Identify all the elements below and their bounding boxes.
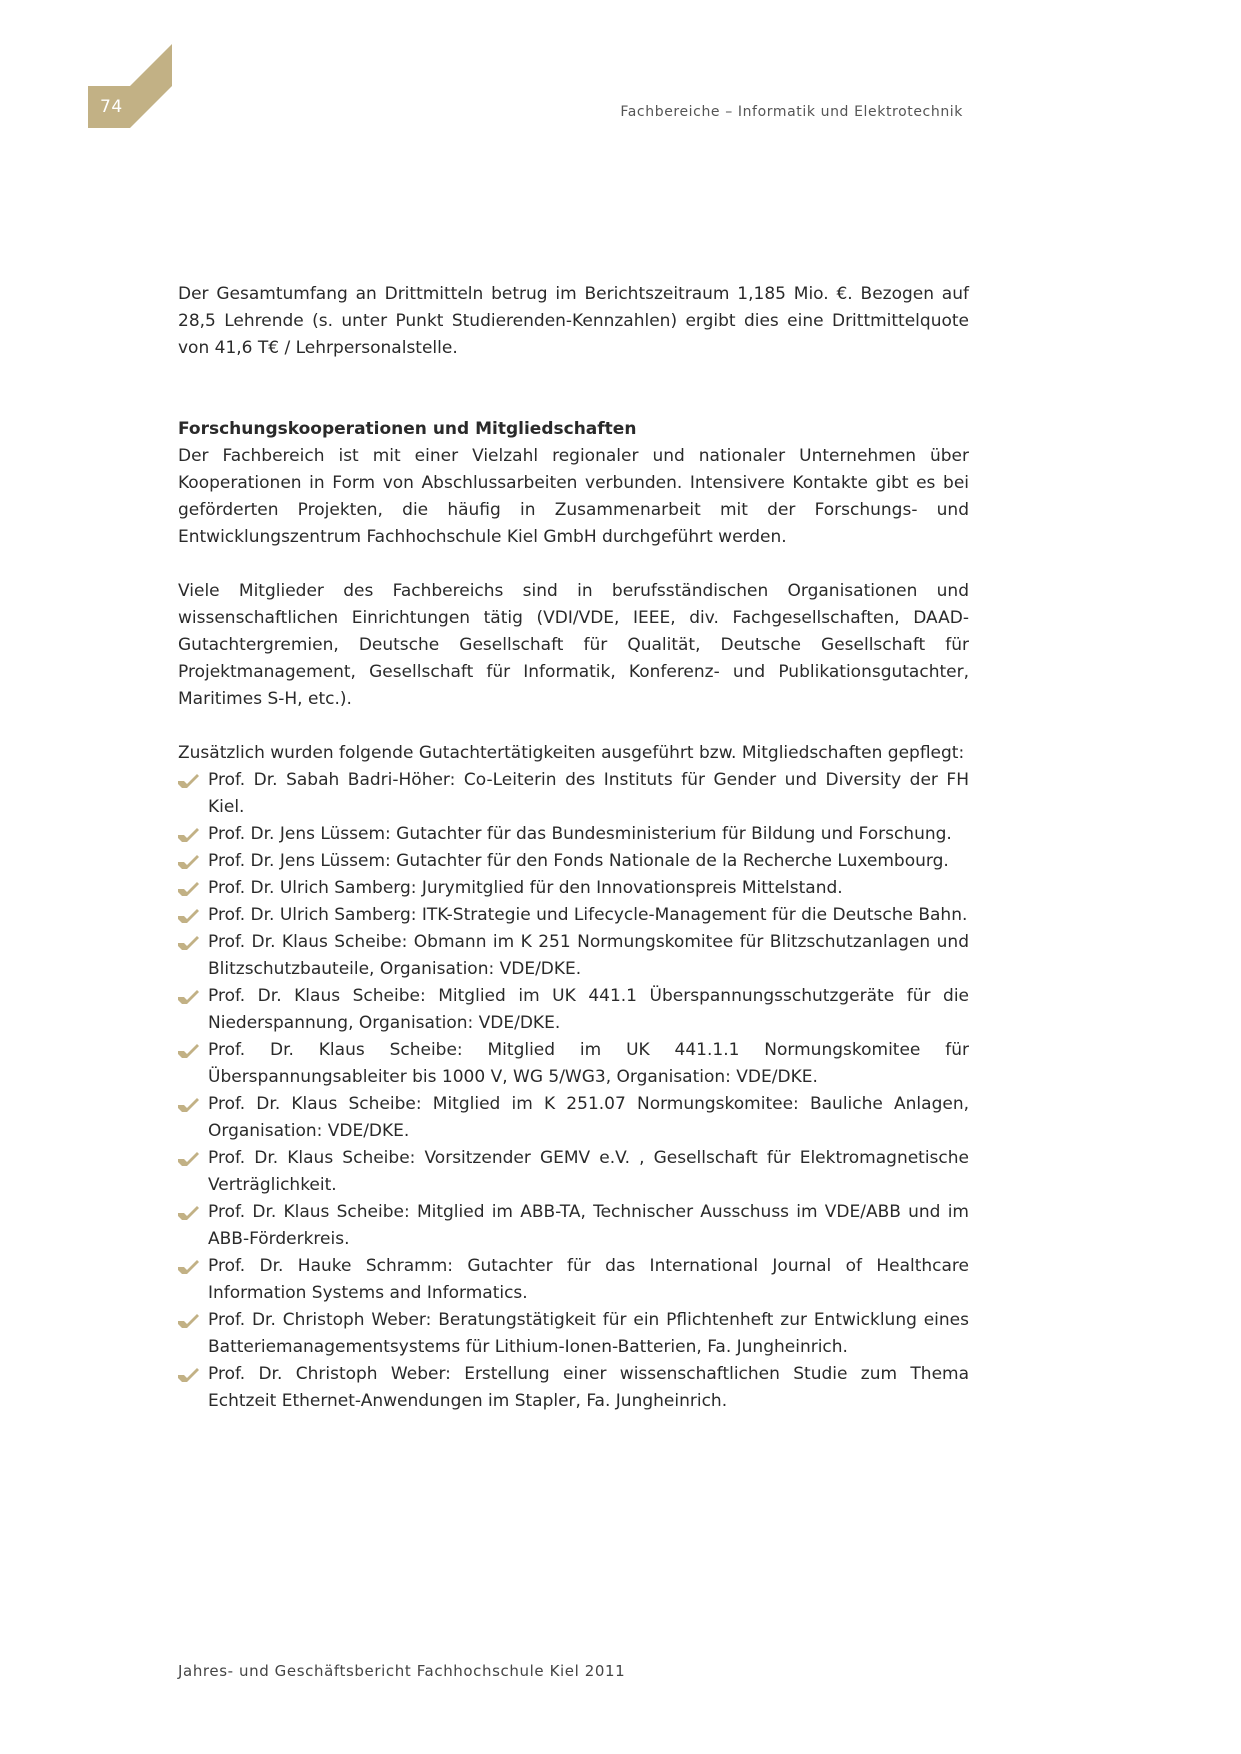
list-item	[178, 1199, 969, 1253]
checkmark-icon	[178, 1205, 199, 1220]
checkmark-icon	[178, 827, 199, 842]
section-heading: Forschungskooperationen und Mitgliedschaften	[178, 419, 637, 439]
list-item	[178, 929, 969, 983]
checkmark-icon	[178, 1313, 199, 1328]
checkmark-icon	[178, 773, 199, 788]
list-item-text: Prof. Dr. Jens Lüssem: Gutachter für das Bundesministerium für Bildung und Forschung.	[208, 824, 952, 844]
list-item	[178, 1145, 969, 1199]
checkmark-icon	[178, 935, 199, 950]
list-item	[178, 821, 969, 848]
list-item	[178, 848, 969, 875]
checkmark-icon	[178, 1367, 199, 1382]
list-item	[178, 1037, 969, 1091]
checkmark-icon	[178, 989, 199, 1004]
checkmark-icon	[178, 1043, 199, 1058]
list-item-text: Prof. Dr. Klaus Scheibe: Mitglied im ABB-TA, Technischer Ausschuss im VDE/ABB und im ABB-Förderkreis.	[208, 1202, 969, 1249]
list-item-text: Prof. Dr. Klaus Scheibe: Obmann im K 251 Normungskomitee für Blitzschutzanlagen und Blitzschutzbauteile, Organisation: VDE/DKE.	[208, 932, 969, 979]
list-item-text: Prof. Dr. Christoph Weber: Erstellung einer wissenschaftlichen Studie zum Thema Echtzeit Ethernet-Anwendungen im Stapler, Fa. Jungheinrich.	[208, 1364, 969, 1411]
list-item	[178, 902, 969, 929]
list-item	[178, 1307, 969, 1361]
list-item	[178, 1091, 969, 1145]
list-item-text: Prof. Dr. Jens Lüssem: Gutachter für den Fonds Nationale de la Recherche Luxembourg.	[208, 851, 949, 871]
list-item-text: Prof. Dr. Klaus Scheibe: Vorsitzender GEMV e.V. , Gesellschaft für Elektromagnetische Verträglichkeit.	[208, 1148, 969, 1195]
list-item	[178, 983, 969, 1037]
section-paragraph-1: Der Fachbereich ist mit einer Vielzahl regionaler und nationaler Unternehmen über Kooperationen in Form von Abschlussarbeiten verbunden. Intensivere Kontakte gibt es bei geförderten Projekten, die häufig in Zusammenarbeit mit der Forschungs- und Entwicklungszentrum Fachhochschule Kiel GmbH durchgeführt werden.	[178, 446, 969, 547]
intro-paragraph: Der Gesamtumfang an Drittmitteln betrug im Berichtszeitraum 1,185 Mio. €. Bezogen auf 28,5 Lehrende (s. unter Punkt Studierenden-Kennzahlen) ergibt dies eine Drittmittelquote von 41,6 T€ / Lehrpersonalstelle.	[178, 284, 969, 358]
list-item-text: Prof. Dr. Klaus Scheibe: Mitglied im UK 441.1.1 Normungskomitee für Überspannungsableiter bis 1000 V, WG 5/WG3, Organisation: VDE/DKE.	[208, 1040, 969, 1087]
main-content	[178, 281, 969, 1415]
checkmark-icon	[178, 1097, 199, 1112]
list-item-text: Prof. Dr. Christoph Weber: Beratungstätigkeit für ein Pflichtenheft zur Entwicklung eines Batteriemanagementsystems für Lithium-Ionen-Batterien, Fa. Jungheinrich.	[208, 1310, 969, 1357]
list-item-text: Prof. Dr. Klaus Scheibe: Mitglied im K 251.07 Normungskomitee: Bauliche Anlagen, Organisation: VDE/DKE.	[208, 1094, 969, 1141]
list-item-text: Prof. Dr. Klaus Scheibe: Mitglied im UK 441.1 Überspannungsschutzgeräte für die Niederspannung, Organisation: VDE/DKE.	[208, 986, 969, 1033]
checkmark-icon	[178, 908, 199, 923]
page-footer: Jahres- und Geschäftsbericht Fachhochschule Kiel 2011	[178, 1662, 626, 1680]
list-intro: Zusätzlich wurden folgende Gutachtertätigkeiten ausgeführt bzw. Mitgliedschaften gepflegt:	[178, 743, 965, 763]
list-item	[178, 767, 969, 821]
list-item	[178, 875, 969, 902]
checkmark-icon	[178, 854, 199, 869]
running-header: Fachbereiche – Informatik und Elektrotechnik	[620, 104, 963, 120]
checkmark-icon	[178, 1151, 199, 1166]
checkmark-icon	[178, 881, 199, 896]
list-item-text: Prof. Dr. Sabah Badri-Höher: Co-Leiterin des Instituts für Gender und Diversity der FH Kiel.	[208, 770, 969, 817]
list-item-text: Prof. Dr. Hauke Schramm: Gutachter für das International Journal of Healthcare Information Systems and Informatics.	[208, 1256, 969, 1303]
list-item-text: Prof. Dr. Ulrich Samberg: Jurymitglied für den Innovationspreis Mittelstand.	[208, 878, 843, 898]
page-number: 74	[100, 97, 123, 117]
list-item	[178, 1253, 969, 1307]
list-item-text: Prof. Dr. Ulrich Samberg: ITK-Strategie und Lifecycle-Management für die Deutsche Bahn.	[208, 905, 968, 925]
list-item	[178, 1361, 969, 1415]
membership-list	[178, 767, 969, 1415]
section-paragraph-2: Viele Mitglieder des Fachbereichs sind in berufsständischen Organisationen und wissenschaftlichen Einrichtungen tätig (VDI/VDE, IEEE, div. Fachgesellschaften, DAAD-Gutachtergremien, Deutsche Gesellschaft für Qualität, Deutsche Gesellschaft für Projektmanagement, Gesellschaft für Informatik, Konferenz- und Publikationsgutachter, Maritimes S-H, etc.).	[178, 581, 969, 709]
checkmark-icon	[178, 1259, 199, 1274]
